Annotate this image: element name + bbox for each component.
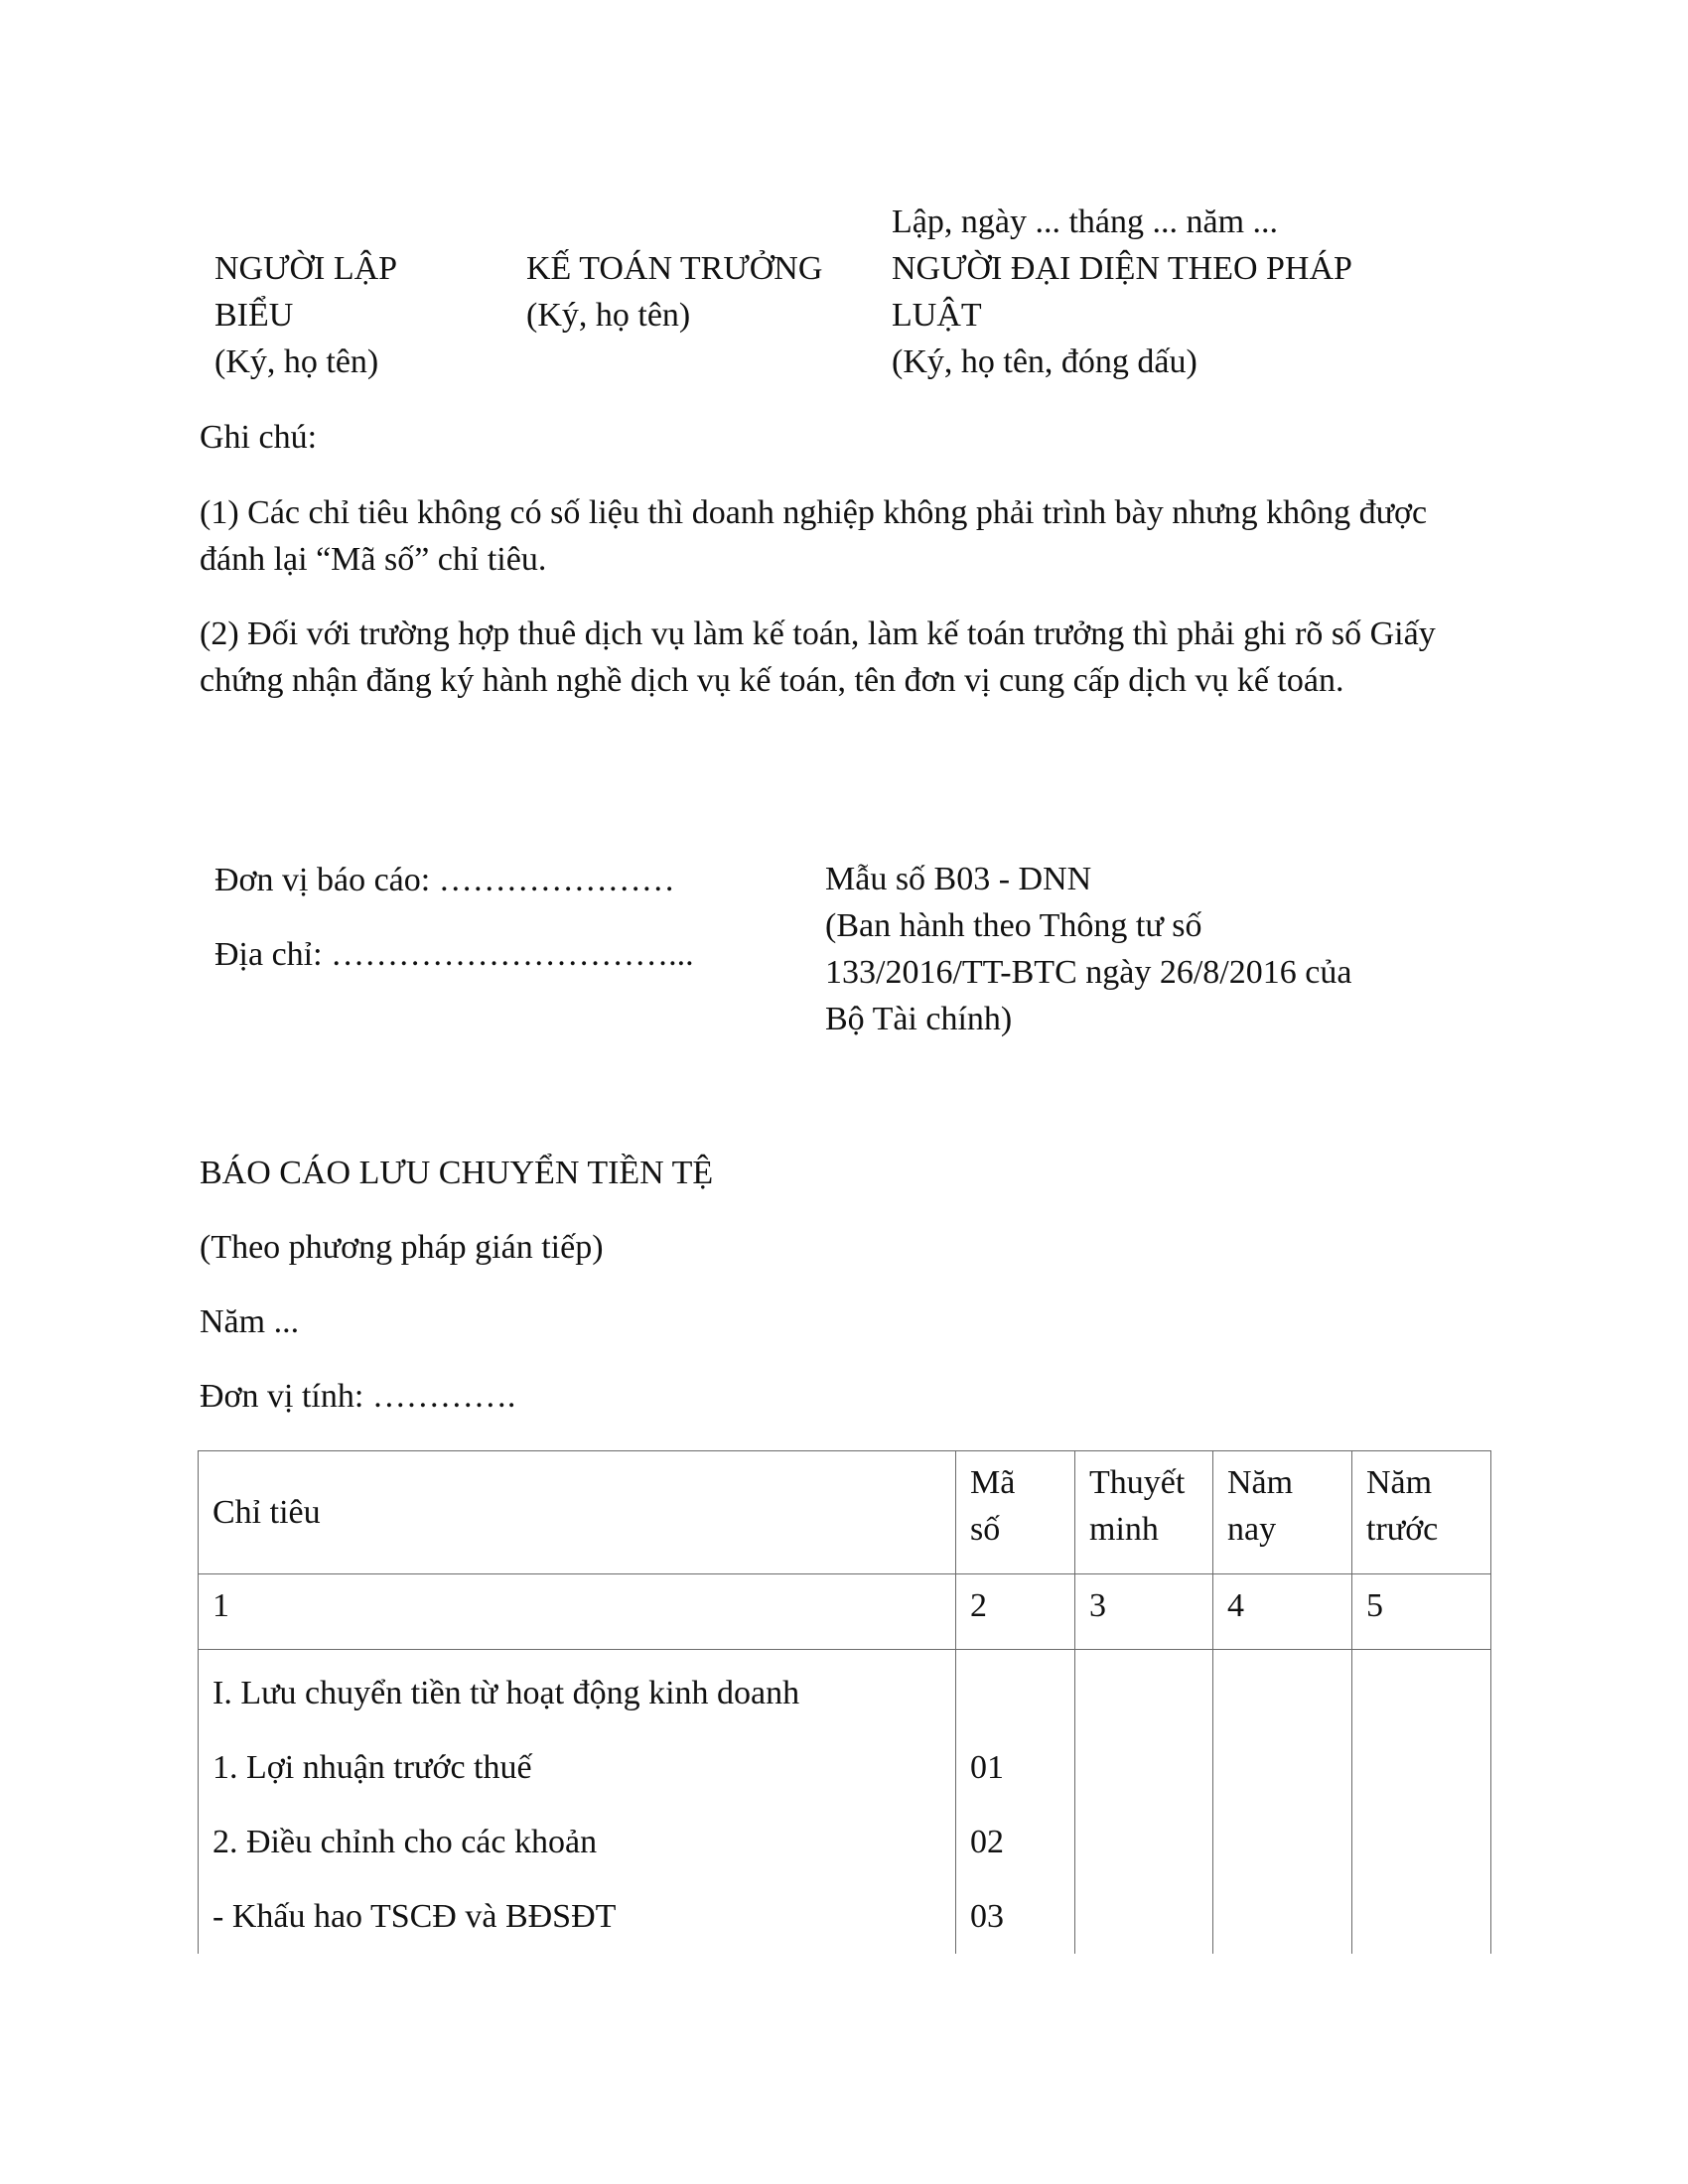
table-row-code: 01 [970,1749,1004,1786]
column-number-3: 3 [1075,1574,1213,1650]
header-current-year-line-1: Năm [1227,1464,1294,1501]
header-previous-year-line-1: Năm [1366,1464,1433,1501]
note-item-2: (2) Đối với trường hợp thuê dịch vụ làm kế toán, làm kế toán trưởng thì phải ghi rõ số Giấy chứng nhận đăng ký hành nghề dịch vụ kế toán, tên đơn vị cung cấp dịch vụ kế toán. [200,615,1436,699]
chief-accountant-title: KẾ TOÁN TRƯỞNG [526,250,823,287]
explanation-column [1075,1650,1213,1955]
table-row-label: - Khấu hao TSCĐ và BĐSĐT [212,1898,617,1935]
table-row-label: 1. Lợi nhuận trước thuế [212,1749,532,1786]
table-header-row [199,1451,1491,1574]
column-number-4: 4 [1213,1574,1352,1650]
report-year: Năm ... [200,1303,300,1340]
report-method: (Theo phương pháp gián tiếp) [200,1229,604,1266]
table-row-label: I. Lưu chuyển tiền từ hoạt động kinh doanh [212,1675,800,1711]
header-current-year [1213,1451,1352,1574]
code-column [956,1650,1075,1955]
header-indicator [199,1451,956,1574]
previous-year-column [1352,1650,1491,1955]
note-item-1: (1) Các chỉ tiêu không có số liệu thì doanh nghiệp không phải trình bày nhưng không được đánh lại “Mã số” chỉ tiêu. [200,494,1428,578]
signature-chief-accountant [526,245,822,339]
header-current-year-line-2: nay [1227,1511,1277,1548]
preparer-title-line-2: BIỂU [214,297,294,334]
form-code-block [825,856,1351,1042]
legal-rep-title-line-2: LUẬT [892,297,982,334]
preparer-sign-note: (Ký, họ tên) [214,343,379,380]
reporting-unit-field: Đơn vị báo cáo: ………………… [214,862,675,898]
column-number-1: 1 [199,1574,956,1650]
address-field: Địa chỉ: …………………………... [214,936,694,973]
table-body-row [199,1650,1491,1955]
signature-preparer [214,245,397,385]
table-column-number-row [199,1574,1491,1650]
table-row-code [970,1656,1060,1730]
legal-rep-title-line-1: NGƯỜI ĐẠI DIỆN THEO PHÁP [892,250,1352,287]
table-row-code: 03 [970,1898,1004,1935]
header-code-line-1: Mã [970,1464,1016,1501]
table-row-code: 02 [970,1824,1004,1860]
header-indicator-label: Chỉ tiêu [212,1494,321,1531]
report-unit: Đơn vị tính: …………. [200,1378,516,1415]
issued-by-line-2: 133/2016/TT-BTC ngày 26/8/2016 của [825,954,1352,991]
header-previous-year [1352,1451,1491,1574]
header-code-line-2: số [970,1511,1001,1548]
current-year-column [1213,1650,1352,1955]
header-code [956,1451,1075,1574]
cash-flow-table [198,1450,1491,1954]
issued-by-line-1: (Ban hành theo Thông tư số [825,907,1202,944]
table-row-label: 2. Điều chỉnh cho các khoản [212,1824,598,1860]
signature-date-line: Lập, ngày ... tháng ... năm ... [892,204,1279,240]
chief-accountant-sign-note: (Ký, họ tên) [526,297,691,334]
header-explanation-line-2: minh [1089,1511,1159,1548]
header-explanation [1075,1451,1213,1574]
issued-by-line-3: Bộ Tài chính) [825,1001,1013,1037]
legal-rep-sign-note: (Ký, họ tên, đóng dấu) [892,343,1197,380]
preparer-title-line-1: NGƯỜI LẬP [214,250,398,287]
indicator-column [199,1650,956,1955]
column-number-2: 2 [956,1574,1075,1650]
header-explanation-line-1: Thuyết [1089,1464,1186,1501]
report-title: BÁO CÁO LƯU CHUYỂN TIỀN TỆ [200,1155,714,1191]
form-code: Mẫu số B03 - DNN [825,861,1092,897]
header-previous-year-line-2: trước [1366,1511,1439,1548]
column-number-5: 5 [1352,1574,1491,1650]
notes-heading: Ghi chú: [200,419,318,456]
signature-legal-representative [892,245,1352,385]
